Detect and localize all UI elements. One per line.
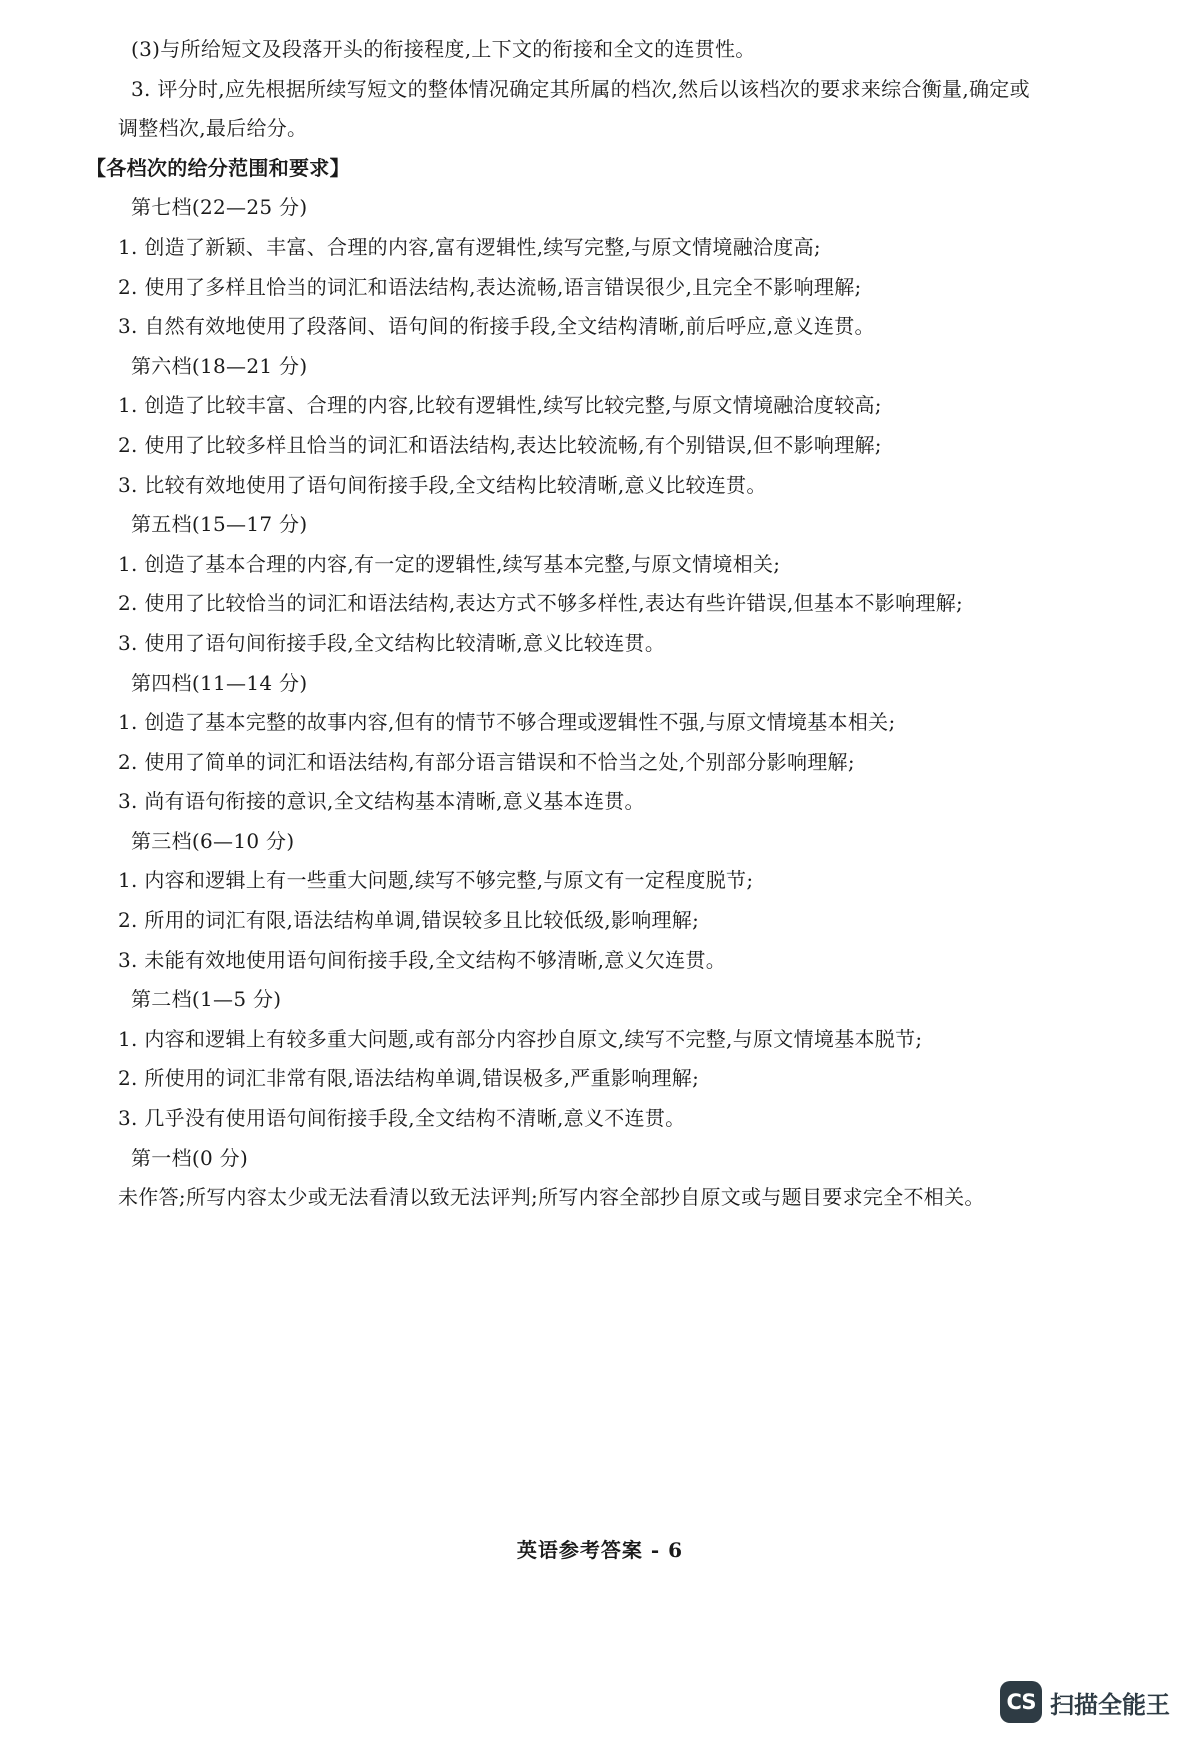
level-2-item-1: 1. 内容和逻辑上有较多重大问题,或有部分内容抄自原文,续写不完整,与原文情境基本脱节; [118, 1026, 923, 1051]
scanner-watermark [1000, 1680, 1170, 1724]
page-footer: 英语参考答案 - 6 [516, 1538, 684, 1562]
level-3-item-1: 1. 内容和逻辑上有一些重大问题,续写不够完整,与原文有一定程度脱节; [118, 868, 754, 893]
rule-3-line-1: 3. 评分时,应先根据所续写短文的整体情况确定其所属的档次,然后以该档次的要求来综合衡量,确定或 [131, 76, 1030, 101]
level-5-item-2: 2. 使用了比较恰当的词汇和语法结构,表达方式不够多样性,表达有些许错误,但基本不影响理解; [118, 591, 964, 616]
level-3-item-3: 3. 未能有效地使用语句间衔接手段,全文结构不够清晰,意义欠连贯。 [118, 947, 727, 972]
section-heading: 【各档次的给分范围和要求】 [86, 155, 350, 180]
level-6-item-2: 2. 使用了比较多样且恰当的词汇和语法结构,表达比较流畅,有个别错误,但不影响理解; [118, 432, 882, 457]
level-4-item-3: 3. 尚有语句衔接的意识,全文结构基本清晰,意义基本连贯。 [118, 789, 645, 814]
level-4-item-1: 1. 创造了基本完整的故事内容,但有的情节不够合理或逻辑性不强,与原文情境基本相关; [118, 710, 896, 735]
level-3-item-2: 2. 所用的词汇有限,语法结构单调,错误较多且比较低级,影响理解; [118, 908, 700, 933]
level-4-item-2: 2. 使用了简单的词汇和语法结构,有部分语言错误和不恰当之处,个别部分影响理解; [118, 749, 855, 774]
intro-item-3: (3)与所给短文及段落开头的衔接程度,上下文的衔接和全文的连贯性。 [131, 37, 756, 61]
level-2-item-2: 2. 所使用的词汇非常有限,语法结构单调,错误极多,严重影响理解; [118, 1066, 700, 1091]
level-6-item-3: 3. 比较有效地使用了语句间衔接手段,全文结构比较清晰,意义比较连贯。 [118, 472, 767, 497]
level-7-item-3: 3. 自然有效地使用了段落间、语句间的衔接手段,全文结构清晰,前后呼应,意义连贯。 [118, 314, 875, 339]
camscanner-logo-icon: CS [1000, 1681, 1042, 1723]
level-5-item-1: 1. 创造了基本合理的内容,有一定的逻辑性,续写基本完整,与原文情境相关; [118, 551, 781, 576]
level-5-item-3: 3. 使用了语句间衔接手段,全文结构比较清晰,意义比较连贯。 [118, 630, 666, 655]
level-2-item-3: 3. 几乎没有使用语句间衔接手段,全文结构不清晰,意义不连贯。 [118, 1106, 686, 1131]
level-7-item-2: 2. 使用了多样且恰当的词汇和语法结构,表达流畅,语言错误很少,且完全不影响理解; [118, 274, 862, 299]
rule-3-line-2: 调整档次,最后给分。 [118, 116, 308, 141]
level-3-title: 第三档(6—10 分) [131, 828, 295, 853]
level-6-item-1: 1. 创造了比较丰富、合理的内容,比较有逻辑性,续写比较完整,与原文情境融洽度较高; [118, 393, 882, 418]
level-1-item-1: 未作答;所写内容太少或无法看清以致无法评判;所写内容全部抄自原文或与题目要求完全不相关。 [118, 1185, 985, 1210]
level-2-title: 第二档(1—5 分) [131, 987, 282, 1012]
level-4-title: 第四档(11—14 分) [131, 670, 308, 695]
level-7-item-1: 1. 创造了新颖、丰富、合理的内容,富有逻辑性,续写完整,与原文情境融洽度高; [118, 234, 821, 259]
body-text [86, 30, 1118, 1218]
level-5-title: 第五档(15—17 分) [131, 512, 308, 537]
level-1-title: 第一档(0 分) [131, 1145, 249, 1170]
level-7-title: 第七档(22—25 分) [131, 195, 308, 220]
level-6-title: 第六档(18—21 分) [131, 353, 308, 378]
scanner-app-name: 扫描全能王 [1050, 1690, 1170, 1719]
